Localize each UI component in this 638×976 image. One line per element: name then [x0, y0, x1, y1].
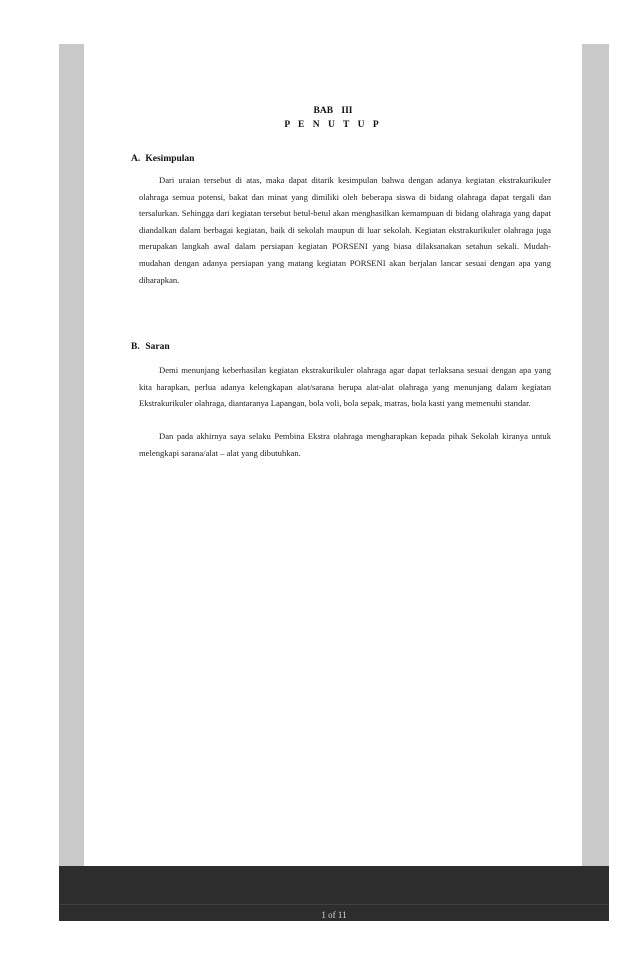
document-viewer — [59, 44, 609, 921]
saran-paragraph-1: Demi menunjang keberhasilan kegiatan ekstrakurikuler olahraga agar dapat terlaksana sesuai dengan apa yang kita harapkan, perlua adanya kelengkapan alat/sarana berupa alat-alat olahraga yang menunjang dalam kegiatan Ekstrakurikuler olahraga, diantaranya Lapangan, bola voli, bola sepak, matras, bola kasti yang memenuhi standar. — [139, 365, 551, 409]
section-letter: B. — [131, 342, 140, 352]
saran-paragraph-2: Dan pada akhirnya saya selaku Pembina Ekstra olahraga mengharapkan kepada pihak Sekolah kiranya untuk melengkapi sarana/alat – alat yang dibutuhkan. — [139, 431, 551, 458]
page-indicator: 1 of 11 — [321, 910, 347, 920]
section-letter: A. — [131, 154, 141, 164]
chapter-number: BAB III — [313, 106, 353, 116]
kesimpulan-paragraph: Dari uraian tersebut di atas, maka dapat ditarik kesimpulan bahwa dengan adanya kegiatan ekstrakurikuler olahraga semua potensi, bakat dan minat yang dimiliki oleh beberapa siswa di bidang olahraga dapat tergali dan tersalurkan. Sehingga dari kegiatan tersebut betul-betul akan menghasilkan kemampuan di bidang olahraga yang dapat diandalkan dalam berbagai kegiatan, baik di sekolah maupun di luar sekolah. Kegiatan ekstrakurikuler olahraga juga merupakan langkah awal dalam persiapan kegiatan PORSENI yang biasa dilaksanakan setahun sekali. Mudah-mudahan dengan adanya persiapan yang matang kegiatan PORSENI akan berjalan lancar sesuai dengan apa yang diharapkan. — [139, 175, 551, 285]
section-heading-kesimpulan — [131, 154, 194, 164]
viewer-toolbar — [59, 866, 609, 921]
section-title: Saran — [145, 342, 170, 352]
section-heading-saran — [131, 342, 170, 352]
toolbar-divider — [59, 904, 609, 905]
document-page — [84, 44, 582, 866]
chapter-title: P E N U T U P — [284, 120, 382, 130]
section-title: Kesimpulan — [145, 154, 195, 164]
